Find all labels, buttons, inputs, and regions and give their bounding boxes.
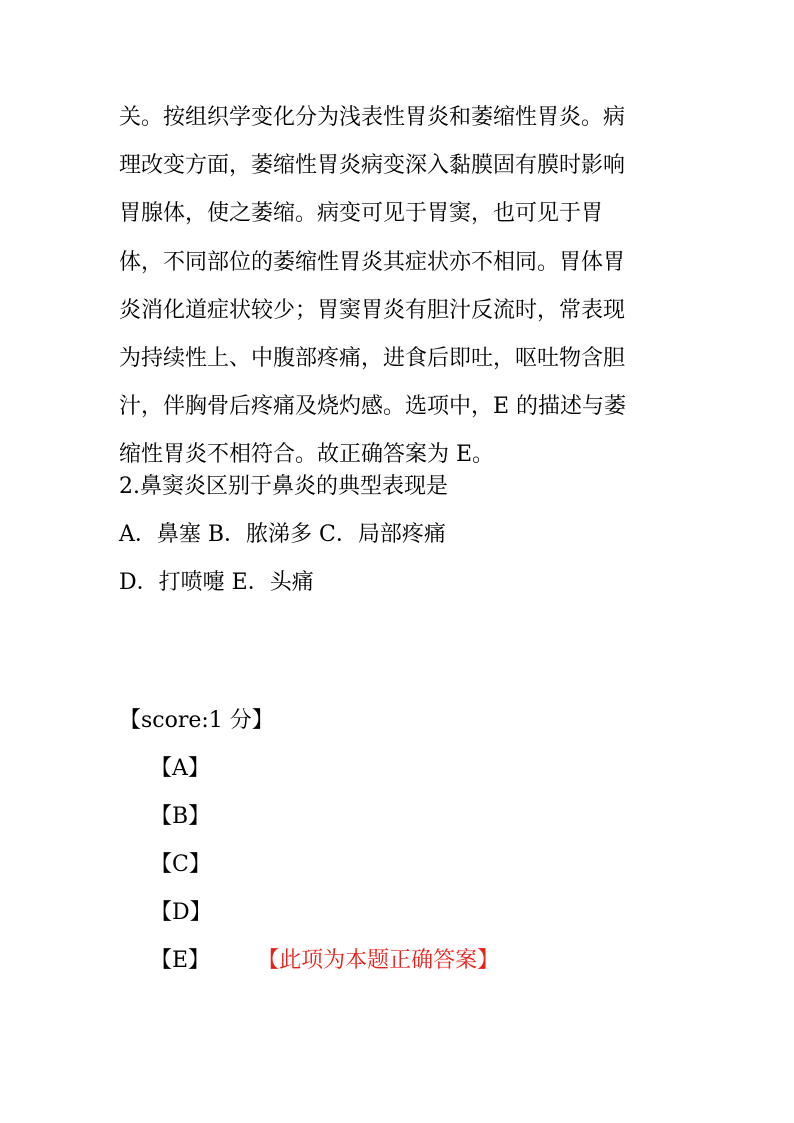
answer-options-list <box>150 745 499 985</box>
explanation-line: 为持续性上、中腹部疼痛，进食后即吐，呕吐物含胆 <box>119 345 626 371</box>
answer-option-a[interactable] <box>150 745 499 793</box>
question-choices-line-2: D．打喷嚏 E．头痛 <box>119 570 314 596</box>
explanation-line: 关。按组织学变化分为浅表性胃炎和萎缩性胃炎。病 <box>119 105 626 130</box>
option-label: 【E】 <box>150 948 211 973</box>
correct-answer-note: 【此项为本题正确答案】 <box>257 948 500 973</box>
answer-option-b[interactable] <box>150 793 499 841</box>
option-label: 【C】 <box>150 852 211 877</box>
explanation-paragraph <box>119 94 679 480</box>
question-choices-line-1: A．鼻塞 B．脓涕多 C．局部疼痛 <box>119 522 446 548</box>
score-label: 【score:1 分】 <box>119 708 274 733</box>
option-label: 【D】 <box>150 900 212 925</box>
answer-option-c[interactable] <box>150 841 499 889</box>
question-stem: 2.鼻窦炎区别于鼻炎的典型表现是 <box>119 474 448 499</box>
explanation-line: 汁，伴胸骨后疼痛及烧灼感。选项中，E 的描述与萎 <box>119 394 627 420</box>
option-label: 【A】 <box>150 756 210 781</box>
explanation-line: 体，不同部位的萎缩性胃炎其症状亦不相同。胃体胃 <box>119 249 626 275</box>
explanation-line: 理改变方面，萎缩性胃炎病变深入黏膜固有膜时影响 <box>119 153 626 179</box>
option-label: 【B】 <box>150 804 211 829</box>
question-block <box>119 463 679 608</box>
explanation-line: 缩性胃炎不相符合。故正确答案为 E。 <box>119 442 495 468</box>
explanation-line: 胃腺体，使之萎缩。病变可见于胃窦，也可见于胃 <box>119 201 604 227</box>
answer-option-e[interactable] <box>150 937 499 985</box>
answer-option-d[interactable] <box>150 889 499 937</box>
explanation-line: 炎消化道症状较少；胃窦胃炎有胆汁反流时，常表现 <box>119 297 626 323</box>
